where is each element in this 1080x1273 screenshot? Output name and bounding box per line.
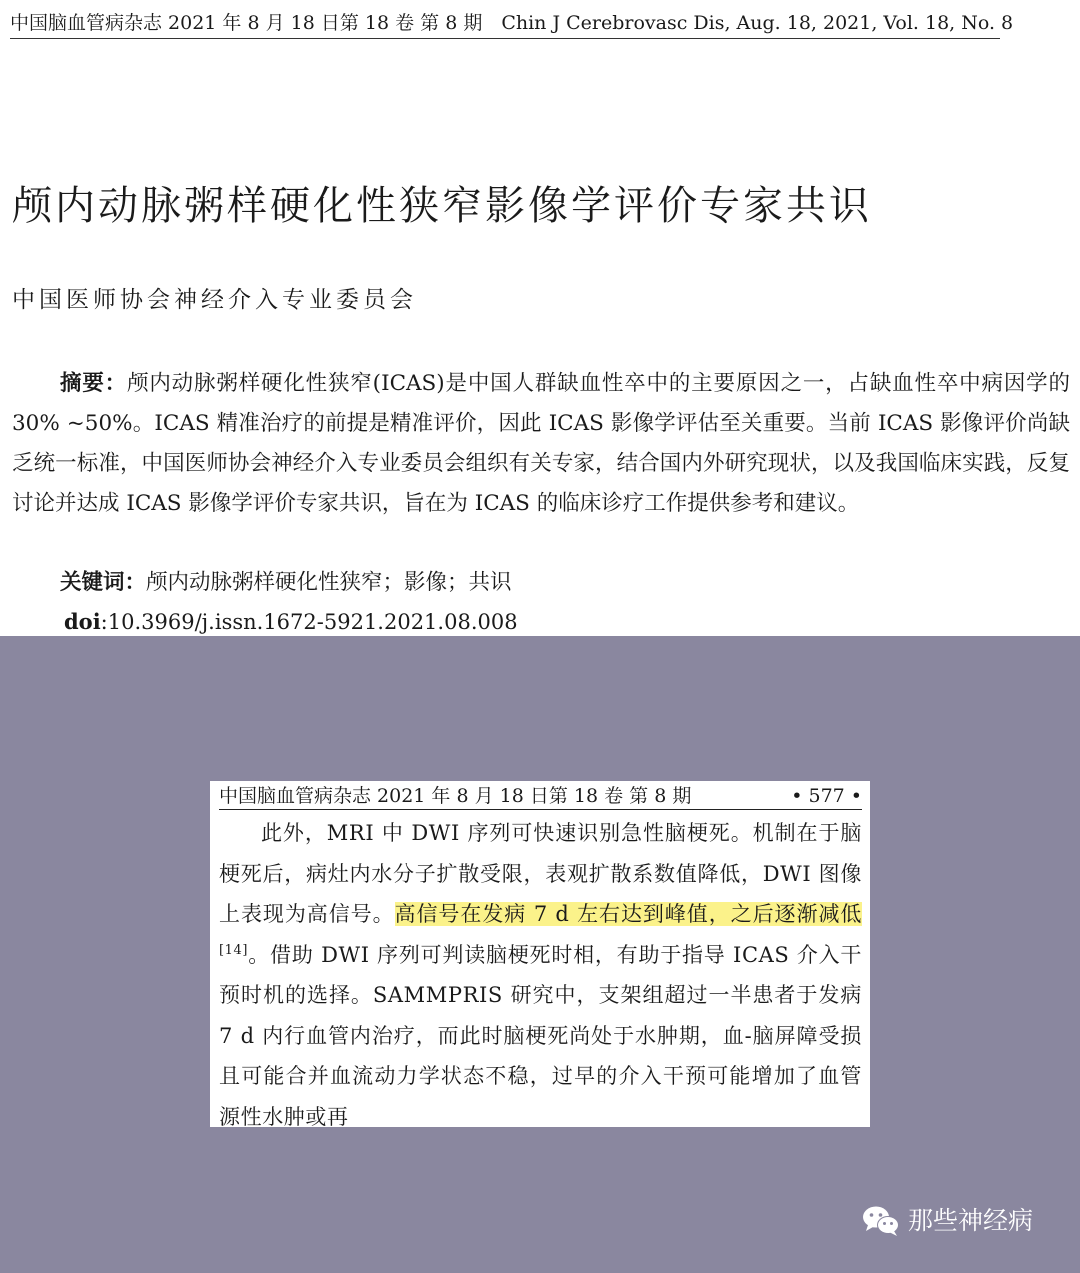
excerpt-highlight: 高信号在发病 7 d 左右达到峰值，之后逐渐减低 (394, 902, 862, 926)
abstract (12, 364, 1070, 524)
doi-label: doi (64, 609, 101, 634)
excerpt-text-before: 此外，MRI 中 DWI 序列可快速识别急性脑梗死。机制在于脑梗死后，病灶内水分子扩散受限，表观扩散系数值降低，DWI 图像上表现为高信号。 (219, 821, 862, 926)
watermark (862, 1204, 1033, 1238)
doi-value: :10.3969/j.issn.1672-5921.2021.08.008 (100, 610, 518, 634)
excerpt-header (219, 784, 862, 810)
doi (64, 604, 518, 640)
article-author: 中国医师协会神经介入专业委员会 (12, 287, 417, 313)
excerpt-text-after: 。借助 DWI 序列可判读脑梗死时相，有助于指导 ICAS 介入干预时机的选择。SAMMPRIS 研究中，支架组超过一半患者于发病 7 d 内行血管内治疗，而此时脑梗死尚处于水肿期，血-脑屏障受损且可能合并血流动力学状态不稳，过早的介入干预可能增加了血管源性水肿或再 (219, 942, 862, 1129)
keywords-text: 颅内动脉粥样硬化性狭窄；影像；共识 (146, 570, 512, 595)
article-first-page (0, 0, 1080, 636)
abstract-label: 摘要： (60, 371, 128, 396)
excerpt-backdrop (0, 636, 1080, 1273)
article-title: 颅内动脉粥样硬化性狭窄影像学评价专家共识 (12, 183, 872, 229)
excerpt-page-number: • 577 • (791, 785, 862, 807)
keywords (60, 563, 512, 603)
page-excerpt (210, 781, 870, 1127)
abstract-text: 颅内动脉粥样硬化性狭窄(ICAS)是中国人群缺血性卒中的主要原因之一，占缺血性卒中病因学的 30% ~50%。ICAS 精准治疗的前提是精准评价，因此 ICAS 影像学评估至关重要。当前 ICAS 影像评价尚缺乏统一标准，中国医师协会神经介入专业委员会组织有关专家，结合国内外研究现状，以及我国临床实践，反复讨论并达成 ICAS 影像学评价专家共识，旨在为 ICAS 的临床诊疗工作提供参考和建议。 (12, 371, 1070, 516)
keywords-label: 关键词： (60, 570, 147, 595)
watermark-text: 那些神经病 (908, 1206, 1034, 1235)
citation-reference: [14] (219, 942, 249, 958)
journal-header: 中国脑血管病杂志 2021 年 8 月 18 日第 18 卷 第 8 期 Chin J Cerebrovasc Dis, Aug. 18, 2021, Vol. 18, No. 8 (10, 10, 1000, 39)
excerpt-paragraph (219, 813, 862, 1137)
wechat-icon (862, 1204, 900, 1238)
excerpt-journal-info: 中国脑血管病杂志 2021 年 8 月 18 日第 18 卷 第 8 期 (219, 785, 692, 807)
